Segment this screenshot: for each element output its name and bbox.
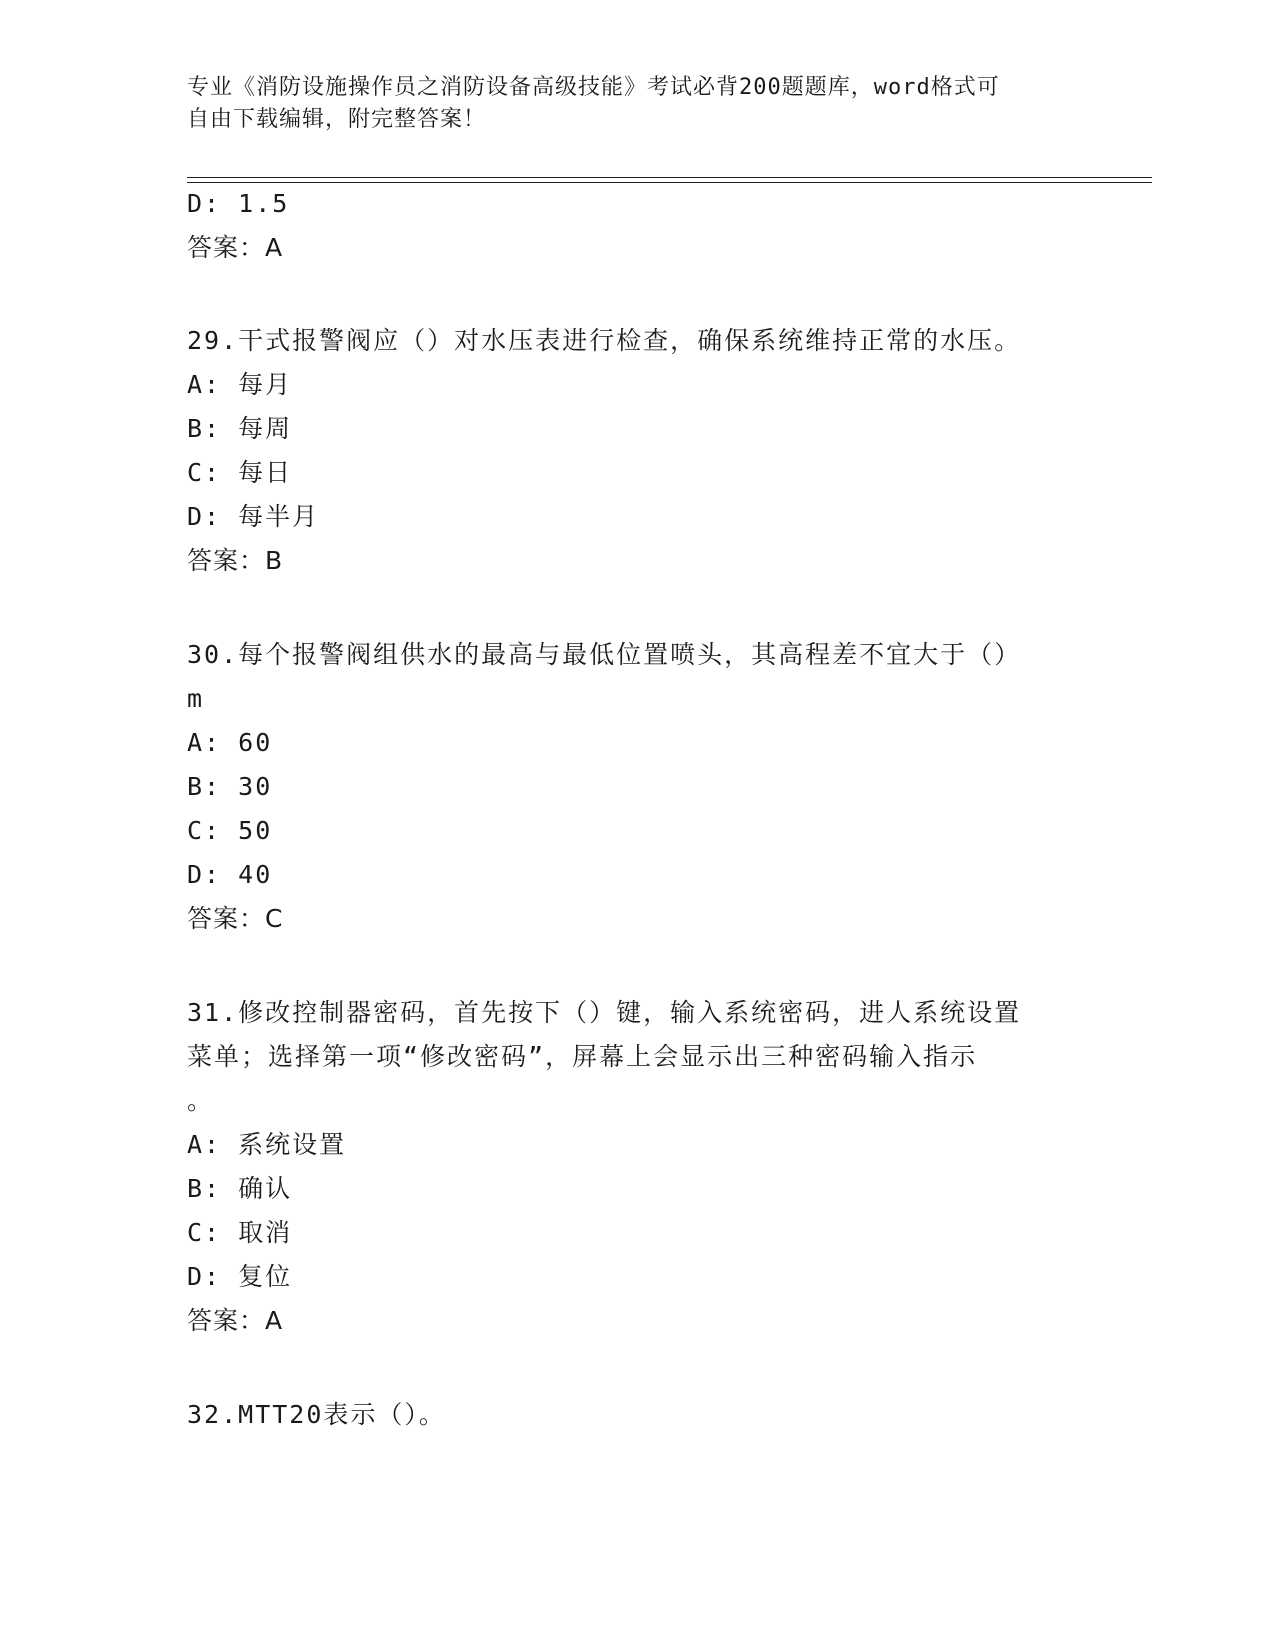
q31-option-d: D: 复位 [187,1262,293,1291]
q32-question: 32.MTT20表示（）。 [187,1400,446,1429]
q29-option-d: D: 每半月 [187,502,320,531]
q30-answer: 答案：C [187,904,284,933]
q31-option-b: B: 确认 [187,1174,293,1203]
q30-option-c: C: 50 [187,816,273,845]
q29-option-b: B: 每周 [187,414,293,443]
header-divider-bottom [187,182,1152,183]
q31-option-a: A: 系统设置 [187,1130,347,1159]
q30-question-line-2: m [187,684,205,713]
q31-question-line-2: 菜单；选择第一项“修改密码”，屏幕上会显示出三种密码输入指示 [187,1042,978,1071]
header-line-2: 自由下载编辑，附完整答案！ [187,107,487,132]
prev-option-d: D: 1.5 [187,189,290,218]
document-header [187,72,1067,136]
q31-question-line-1: 31.修改控制器密码，首先按下（）键，输入系统密码，进人系统设置 [187,998,1022,1027]
q29-answer: 答案：B [187,546,284,575]
q31-question-line-3: 。 [187,1086,215,1115]
q30-option-a: A: 60 [187,728,273,757]
header-divider-top [187,177,1152,178]
q30-question-line-1: 30.每个报警阀组供水的最高与最低位置喷头，其高程差不宜大于（） [187,640,1022,669]
q30-option-b: B: 30 [187,772,273,801]
q30-option-d: D: 40 [187,860,273,889]
prev-answer: 答案：A [187,233,284,262]
q31-answer: 答案：A [187,1306,284,1335]
q29-option-a: A: 每月 [187,370,293,399]
header-line-1: 专业《消防设施操作员之消防设备高级技能》考试必背200题题库，word格式可 [187,75,1000,100]
q31-option-c: C: 取消 [187,1218,293,1247]
q29-question: 29.干式报警阀应（）对水压表进行检查，确保系统维持正常的水压。 [187,326,1022,355]
q29-option-c: C: 每日 [187,458,293,487]
